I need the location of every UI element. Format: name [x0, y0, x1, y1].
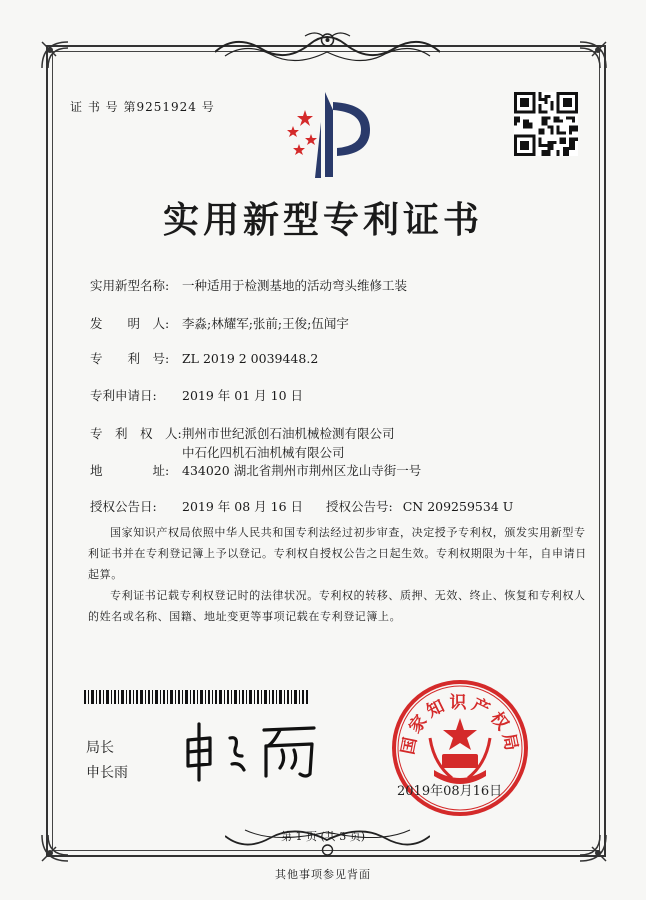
field-utility-model-name: 实用新型名称: 一种适用于检测基地的活动弯头维修工装 [90, 278, 408, 293]
grant-statement-paragraph: 国家知识产权局依照中华人民共和国专利法经过初步审查，决定授予专利权，颁发实用新型专利证书并在专利登记簿上予以登记。专利权自授权公告之日起生效。专利权期限为十年，自申请日起算。 [88, 526, 587, 581]
director-name: 申长雨 [86, 765, 128, 781]
corner-ornament-tr [550, 38, 610, 98]
legal-status-paragraph: 专利证书记载专利权登记时的法律状况。专利权的转移、质押、无效、终止、恢复和专利权人的姓名或名称、国籍、地址变更等事项记载在专利登记簿上。 [88, 589, 586, 623]
field-patentee-2: 中石化四机石油机械有限公司 [182, 445, 345, 460]
field-patentee: 专 利 权 人:荆州市世纪派创石油机械检测有限公司 [90, 426, 395, 441]
footer-note: 其他事项参见背面 [275, 868, 371, 881]
top-ornament [215, 30, 440, 74]
barcode-icon [84, 690, 308, 704]
field-application-date: 专利申请日: 2019 年 01 月 10 日 [90, 388, 303, 403]
page-number: 第 1 页 (共 3 页) [280, 830, 366, 843]
certificate-title: 实用新型专利证书 [162, 199, 483, 241]
field-inventors: 发 明 人: 李淼;林耀军;张前;王俊;伍闻宇 [90, 316, 349, 331]
director-title: 局长 [86, 740, 114, 756]
certificate-number: 证 书 号 第9251924 号 [70, 100, 215, 114]
field-grant-number: 授权公告号: CN 209259534 U [326, 499, 514, 514]
field-address: 地 址: 434020 湖北省荆州市荆州区龙山寺街一号 [90, 463, 422, 478]
director-signature [180, 716, 330, 786]
field-patent-number: 专 利 号: ZL 2019 2 0039448.2 [90, 351, 319, 366]
qr-code-icon [514, 92, 578, 156]
cnipa-logo-icon [275, 82, 385, 182]
seal-date: 2019年08月16日 [397, 784, 503, 799]
field-grant-date: 授权公告日: 2019 年 08 月 16 日 [90, 499, 303, 514]
certificate-number-value: 9251924 [136, 100, 197, 114]
corner-ornament-tl [38, 38, 98, 98]
seal-text: 国家知识产权局 [398, 693, 522, 757]
